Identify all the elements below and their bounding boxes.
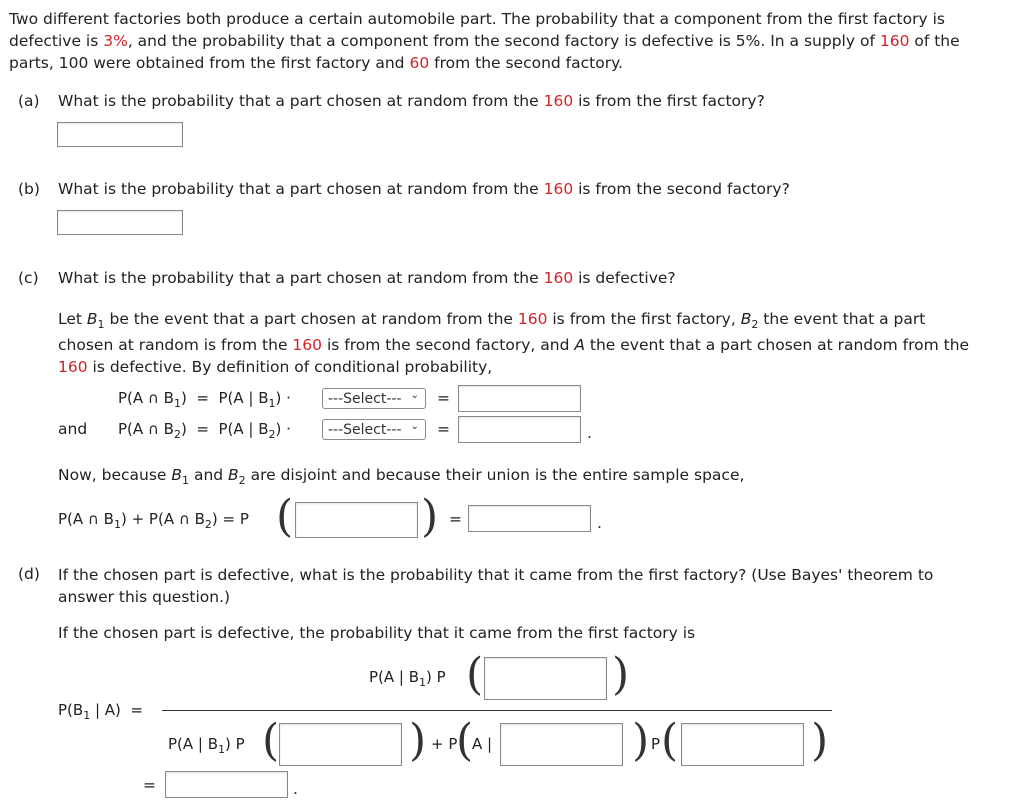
part-b-question: What is the probability that a part chosen at random from the 160 is from the second factory?	[58, 180, 790, 198]
numerator-input[interactable]	[484, 657, 607, 700]
denominator-input-1[interactable]	[279, 723, 402, 766]
part-d-question: If the chosen part is defective, what is the probability that it came from the first factory? (Use Bayes' theorem to answer this question.)	[58, 566, 934, 606]
answer-c-row1-input[interactable]	[458, 385, 581, 412]
chevron-down-icon: ⌄	[410, 390, 419, 401]
answer-a-input[interactable]	[57, 122, 183, 147]
paren-open: (	[661, 715, 679, 766]
part-d-statement: If the chosen part is defective, the probability that it came from the first factory is	[58, 624, 696, 642]
equals-sign: =	[449, 510, 462, 528]
paren-close: )	[811, 715, 829, 766]
a-given-label: A |	[472, 735, 493, 753]
answer-c-result-input[interactable]	[468, 505, 591, 532]
period: .	[587, 424, 592, 442]
equals-sign: =	[437, 420, 450, 438]
answer-c-row2-input[interactable]	[458, 416, 581, 443]
p-label: P	[651, 735, 661, 753]
part-d-label: (d)	[18, 565, 40, 583]
paren-open: (	[262, 715, 280, 766]
eq-a-and-b1: P(A ∩ $B_1) = P(A$ | $B_1$) ·	[118, 389, 291, 410]
paren-open: (	[466, 649, 484, 700]
part-b-label: (b)	[18, 180, 40, 198]
part-c-question: What is the probability that a part chosen at random from the 160 is defective?	[58, 269, 676, 287]
paren-open: (	[276, 491, 294, 542]
paren-close: )	[632, 715, 650, 766]
equals-sign: =	[143, 776, 156, 794]
answer-c-total-input[interactable]	[295, 502, 418, 538]
total-prob-eq: P(A ∩ $B_1) + P(A$ ∩ $B_2) = P$	[58, 510, 249, 531]
fraction-bar	[162, 710, 832, 711]
period: .	[597, 514, 602, 532]
equals-sign: =	[437, 389, 450, 407]
eq-a-and-b2: P(A ∩ $B_2) = P(A$ | $B_2$) ·	[118, 420, 291, 441]
paren-close: )	[612, 649, 630, 700]
denominator-input-2[interactable]	[500, 723, 623, 766]
chevron-down-icon: ⌄	[410, 421, 419, 432]
plus-p-a-given: + P	[431, 735, 458, 753]
event-definitions: Let $B_1$ be the event that a part chosen at random from the 160 is from the first factory, $B_2$ the event that a part chosen at random is from the 160 is from the second factory, and A the event that a part chosen at random from the 160 is defective. By definition of conditional probability,	[58, 310, 970, 376]
bayes-lhs: $P(B_1$ | A) =	[58, 701, 144, 722]
answer-b-input[interactable]	[57, 210, 183, 235]
disjoint-statement: Now, because $B_1$ and $B_2$ are disjoint and because their union is the entire sample space,	[58, 466, 745, 487]
select-b2-prob[interactable]: ---Select--- ⌄	[322, 419, 426, 440]
paren-close: )	[409, 715, 427, 766]
numerator-label: P(A | $B_1$) P	[369, 668, 446, 689]
answer-d-input[interactable]	[165, 771, 288, 798]
part-a-label: (a)	[18, 92, 40, 110]
problem-intro: Two different factories both produce a certain automobile part. The probability that a component from the first factory is defective is 3%, and the probability that a component from the second factory is defective is 5%. In a supply of 160 of the parts, 100 were obtained from the first factory and 60 from the second factory.	[9, 10, 960, 72]
and-label: and	[58, 420, 88, 438]
part-c-label: (c)	[18, 269, 39, 287]
period: .	[293, 780, 298, 798]
part-a-question: What is the probability that a part chosen at random from the 160 is from the first factory?	[58, 92, 765, 110]
paren-close: )	[421, 491, 439, 542]
denominator-input-3[interactable]	[681, 723, 804, 766]
select-b1-prob[interactable]: ---Select--- ⌄	[322, 388, 426, 409]
paren-open: (	[456, 715, 474, 766]
denominator-label: P(A | $B_1$) P	[168, 735, 245, 756]
